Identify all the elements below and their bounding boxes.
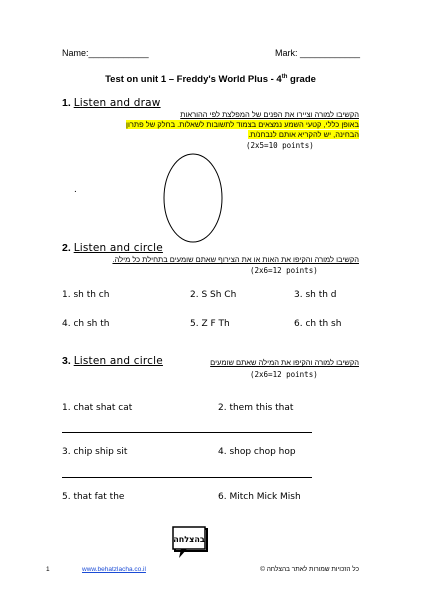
section3-item-5[interactable]: 5. that fat the <box>62 492 125 502</box>
section2-item-4[interactable]: 4. ch sh th <box>62 319 110 329</box>
answer-line-2[interactable] <box>62 477 312 478</box>
test-title-sup: th <box>281 74 288 80</box>
website-link[interactable]: www.behatzlacha.co.il <box>82 566 146 573</box>
section3-points: (2x6=12 points) <box>250 370 318 379</box>
section3-item-6[interactable]: 6. Mitch Mick Mish <box>218 492 301 502</box>
section2-points: (2x6=12 points) <box>250 266 318 275</box>
section2-item-3[interactable]: 3. sh th d <box>294 290 337 300</box>
name-field-label: Name:____________ <box>62 48 149 58</box>
behatzlacha-logo-icon <box>171 525 211 563</box>
section3-label: Listen and circle <box>73 355 163 367</box>
section3-item-1[interactable]: 1. chat shat cat <box>62 403 133 413</box>
section3-heading <box>62 355 163 367</box>
drawing-dot: . <box>74 184 77 195</box>
section2-instruction: הקשיבו למורה והקיפו את האות או את הצירוף שאתם שומעים בתחילת כל מילה. <box>112 255 359 264</box>
section3-number: 3. <box>62 355 71 367</box>
page-number: 1 <box>46 566 50 573</box>
section2-heading <box>62 242 163 254</box>
section2-item-1[interactable]: 1. sh th ch <box>62 290 110 300</box>
section3-instruction: הקשיבו למורה והקיפו את המילה שאתם שומעים <box>210 358 359 367</box>
section1-instruction: הקשיבו למורה וציירו את הפנים של המפלצת לפי ההוראות <box>180 110 359 119</box>
logo-text: בהצלחה <box>173 535 205 544</box>
section1-label: Listen and draw <box>73 97 161 109</box>
section3-item-2[interactable]: 2. them this that <box>218 403 294 413</box>
section2-item-6[interactable]: 6. ch th sh <box>294 319 342 329</box>
answer-line-1[interactable] <box>62 432 312 433</box>
section1-note-line1 <box>126 120 359 129</box>
section3-item-3[interactable]: 3. chip ship sit <box>62 447 128 457</box>
section1-points: (2x5=10 points) <box>246 141 314 150</box>
section2-item-5[interactable]: 5. Z F Th <box>190 319 230 329</box>
mark-field-label: Mark: ____________ <box>275 48 361 58</box>
test-title-main: Test on unit 1 – Freddy's World Plus - 4 <box>105 74 282 86</box>
section1-number: 1. <box>62 97 71 109</box>
section1-note-line2 <box>248 130 359 139</box>
section1-note-line1-text: באופן כללי, קטעי השמע נמצאים בצמוד לתשובות לשאלות. בחלק של פתרון <box>126 120 359 129</box>
section2-label: Listen and circle <box>73 242 163 254</box>
test-title-end: grade <box>287 74 316 86</box>
section2-number: 2. <box>62 242 71 254</box>
test-title <box>0 74 421 85</box>
monster-face-oval <box>160 151 228 247</box>
section1-note-line2-text: הבחינה, יש להקריא אותם לנבחנ/ת. <box>248 130 359 139</box>
section1-heading <box>62 97 161 109</box>
section3-item-4[interactable]: 4. shop chop hop <box>218 447 296 457</box>
section2-item-2[interactable]: 2. S Sh Ch <box>190 290 237 300</box>
copyright-text: כל הזכויות שמורות לאתר בהצלחה © <box>260 566 359 573</box>
